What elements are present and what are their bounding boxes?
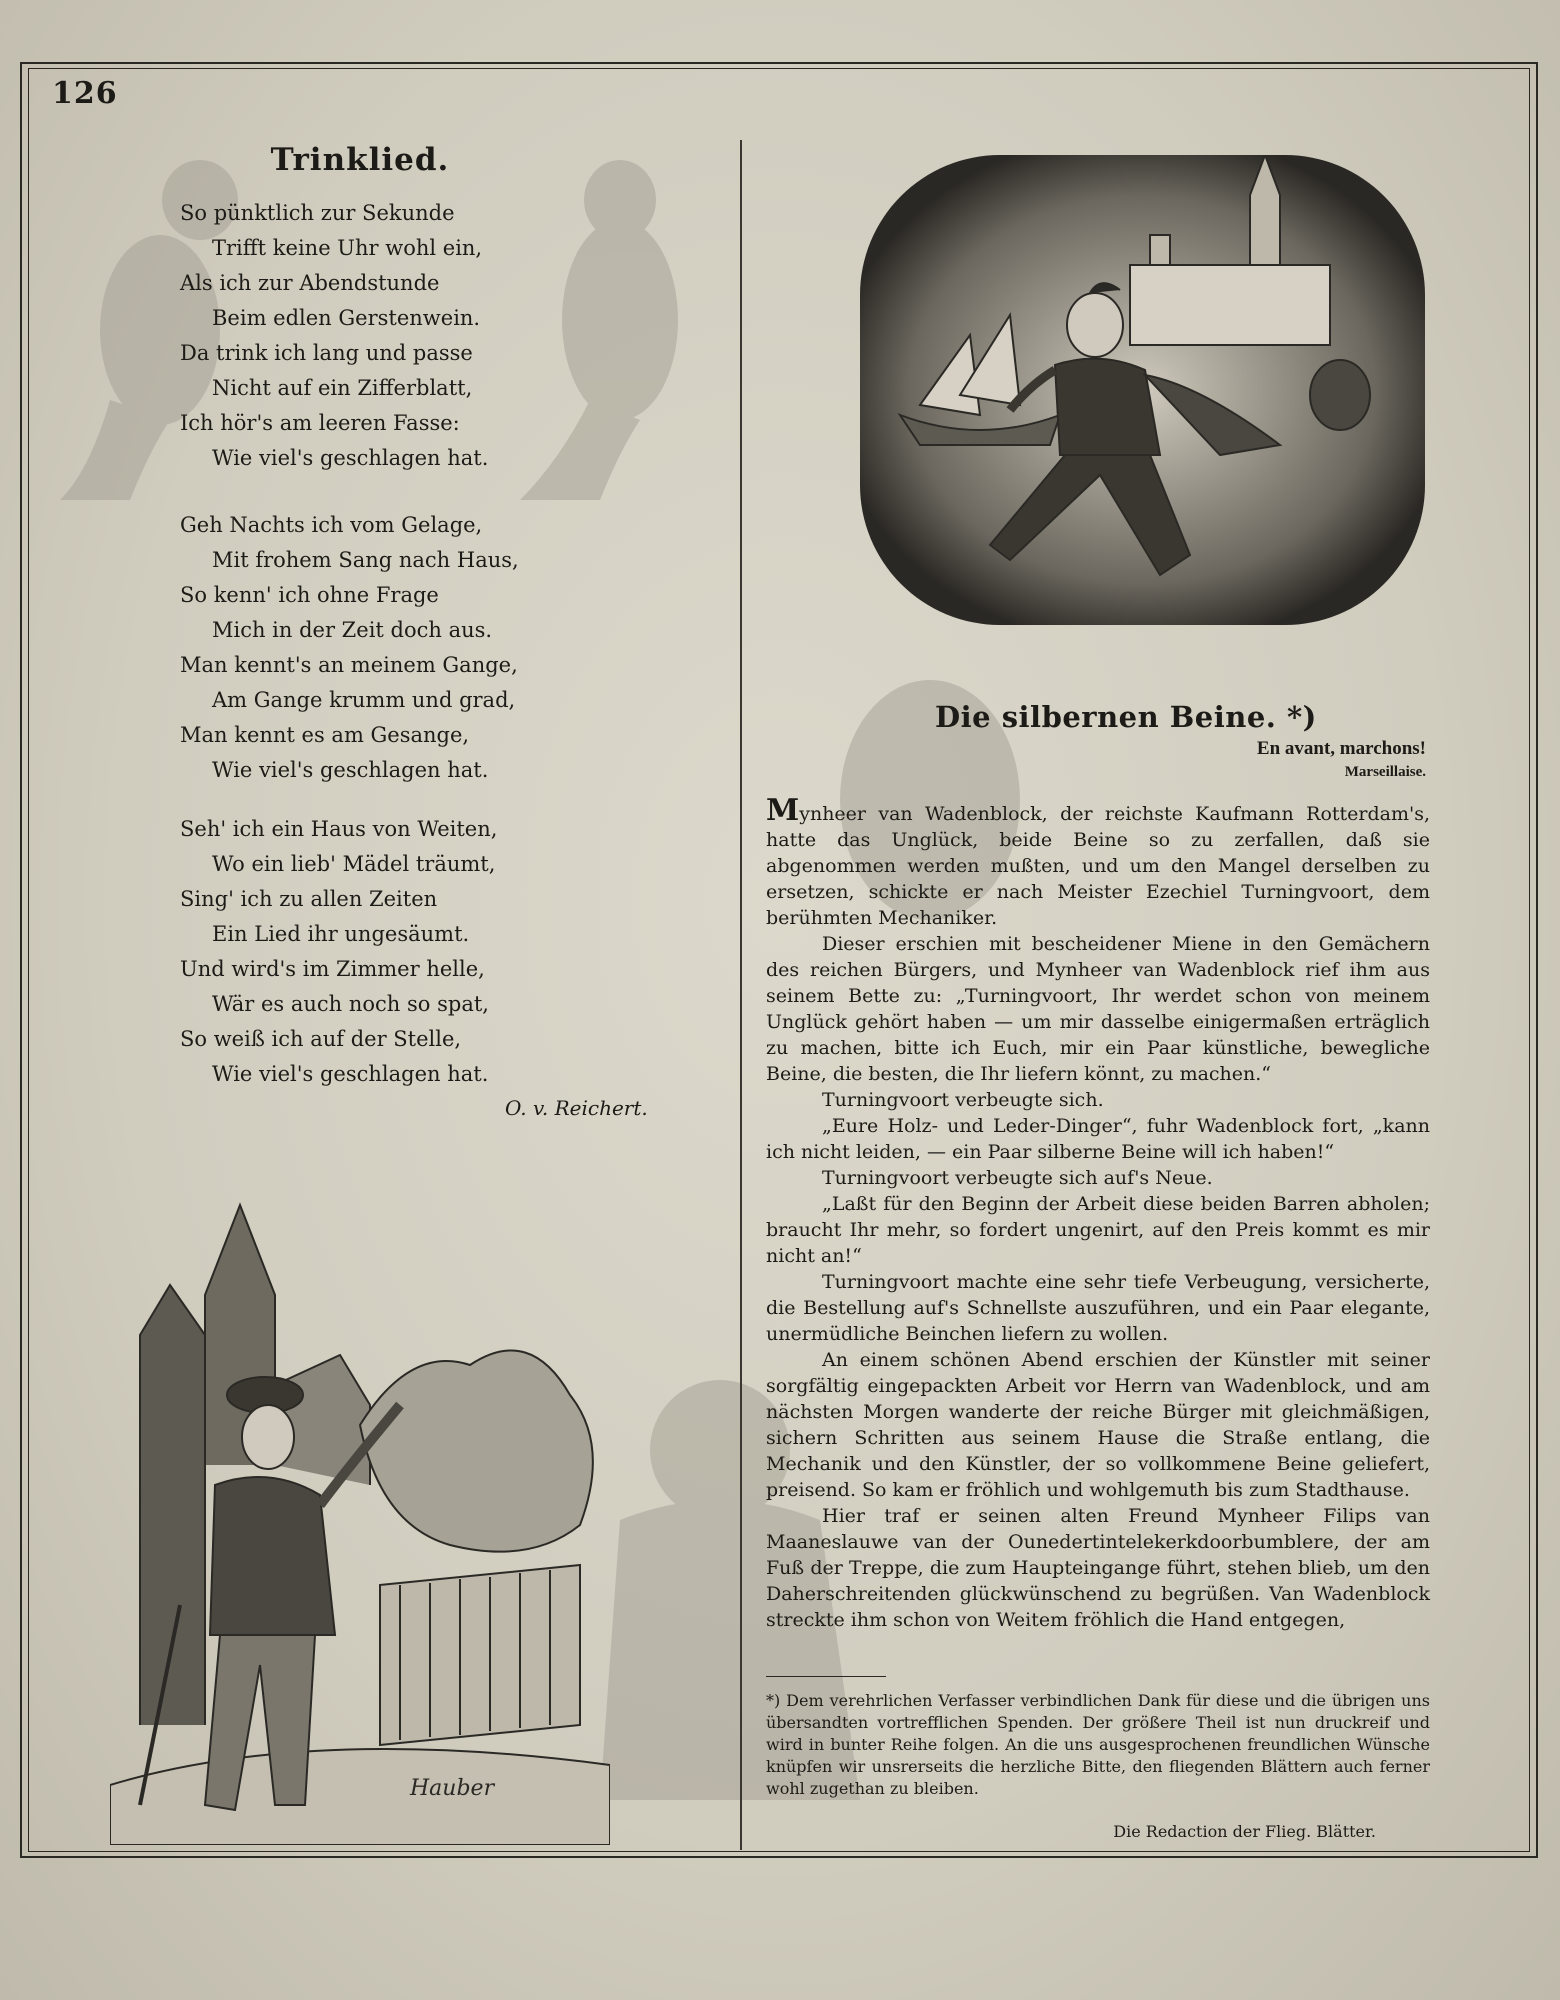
footnote-signature: Die Redaction der Flieg. Blätter. [1113, 1822, 1376, 1841]
engraving-strolling-man [110, 1165, 610, 1845]
poem-line: Wär es auch noch so spat, [212, 992, 489, 1016]
story-body [766, 793, 1430, 1633]
column-divider [740, 140, 742, 1850]
story-title: Die silbernen Beine. *) [935, 700, 1317, 734]
poem-line: Mit frohem Sang nach Haus, [212, 548, 519, 572]
page-number: 126 [52, 76, 118, 111]
poem-line: Wie viel's geschlagen hat. [212, 758, 489, 782]
poem-stanza-1 [180, 196, 680, 476]
poem-line: Wie viel's geschlagen hat. [212, 446, 489, 470]
poem-line: So weiß ich auf der Stelle, [180, 1027, 462, 1051]
poem-line: Da trink ich lang und passe [180, 341, 473, 365]
poem-line: Geh Nachts ich vom Gelage, [180, 513, 483, 537]
poem-line: So pünktlich zur Sekunde [180, 201, 455, 225]
poem-line: Man kennt es am Gesange, [180, 723, 470, 747]
poem-line: So kenn' ich ohne Frage [180, 583, 439, 607]
poem-line: Wo ein lieb' Mädel träumt, [212, 852, 496, 876]
poem-author: O. v. Reichert. [505, 1096, 648, 1120]
story-paragraph: Hier traf er seinen alten Freund Mynheer Filips van Maaneslauwe van der Ounedertintelekerkdoorbumblere, der am Fuß der Treppe, die zum Haupteingange führt, stehen blieb, um den Daherschreitenden glückwünschend zu begrüßen. Van Wadenblock streckte ihm schon von Weitem fröhlich die Hand entgegen, [766, 1505, 1430, 1631]
poem-line: Seh' ich ein Haus von Weiten, [180, 817, 498, 841]
story-paragraph: Turningvoort verbeugte sich auf's Neue. [822, 1167, 1213, 1189]
story-paragraph: „Eure Holz- und Leder-Dinger“, fuhr Wadenblock fort, „kann ich nicht leiden, — ein Paar silberne Beine will ich haben!“ [766, 1115, 1430, 1163]
poem-line: Ein Lied ihr ungesäumt. [212, 922, 470, 946]
story-paragraph: Dieser erschien mit bescheidener Miene in den Gemächern des reichen Bürgers, und Mynheer van Wadenblock rief ihm aus seinem Bette zu: „Turningvoort, Ihr werdet schon von meinem Unglück gehört haben — um mir dasselbe einigermaßen erträglich zu machen, bitte ich Euch, mir ein Paar künstliche, bewegliche Beine, die besten, die Ihr liefern könnt, zu machen.“ [766, 933, 1430, 1085]
poem-line: Mich in der Zeit doch aus. [212, 618, 493, 642]
story-epigraph-source: Marseillaise. [1344, 764, 1426, 780]
poem-stanza-3 [180, 812, 680, 1092]
story-epigraph: En avant, marchons! [1256, 738, 1426, 759]
poem-line: Sing' ich zu allen Zeiten [180, 887, 438, 911]
poem-line: Ich hör's am leeren Fasse: [180, 411, 460, 435]
poem-stanza-2 [180, 508, 680, 788]
story-paragraph: Turningvoort verbeugte sich. [822, 1089, 1104, 1111]
poem-line: Trifft keine Uhr wohl ein, [212, 236, 483, 260]
poem-line: Beim edlen Gerstenwein. [212, 306, 481, 330]
poem-line: Als ich zur Abendstunde [180, 271, 440, 295]
poem-title: Trinklied. [270, 142, 450, 178]
poem-line: Nicht auf ein Zifferblatt, [212, 376, 473, 400]
story-paragraph: „Laßt für den Beginn der Arbeit diese beiden Barren abholen; braucht Ihr mehr, so fordert ungenirt, auf den Preis kommt es mir nicht an!“ [766, 1193, 1430, 1267]
story-paragraph: An einem schönen Abend erschien der Künstler mit seiner sorgfältig eingepackten Arbeit vor Herrn van Wadenblock, und am nächsten Morgen wanderte der reiche Bürger mit gleichmäßigen, sichern Schritten aus seinem Hause die Straße entlang, die Mechanik und den Künstler, der so vollkommene Beine geliefert, preisend. So kam er fröhlich und wohlgemuth bis zum Stadthause. [766, 1349, 1430, 1501]
poem-line: Man kennt's an meinem Gange, [180, 653, 518, 677]
poem-line: Und wird's im Zimmer helle, [180, 957, 485, 981]
footnote-rule [766, 1676, 886, 1677]
poem-line: Wie viel's geschlagen hat. [212, 1062, 489, 1086]
story-paragraph: Mynheer van Wadenblock, der reichste Kaufmann Rotterdam's, hatte das Unglück, beide Beine so zu zerfallen, daß sie abgenommen werden mußten, und um den Mangel derselben zu ersetzen, schickte er nach Meister Ezechiel Turningvoort, dem berühmten Mechaniker. [766, 793, 1430, 929]
engraving-running-man [860, 155, 1425, 625]
footnote: *) Dem verehrlichen Verfasser verbindlichen Dank für diese und die übrigen uns übersandten vortrefflichen Spenden. Der größere Theil ist nun druckreif und wird in bunter Reihe folgen. An die uns ausgesprochenen freundlichen Wünsche knüpfen wir unsrerseits die herzliche Bitte, den fliegenden Blättern auch ferner wohl zugethan zu bleiben. [766, 1691, 1430, 1798]
story-paragraph: Turningvoort machte eine sehr tiefe Verbeugung, versicherte, die Bestellung auf's Schnellste auszuführen, und ein Paar elegante, unermüdliche Beinchen liefern zu wollen. [766, 1271, 1430, 1345]
poem-line: Am Gange krumm und grad, [212, 688, 516, 712]
engraving-signature: Hauber [410, 1776, 495, 1801]
